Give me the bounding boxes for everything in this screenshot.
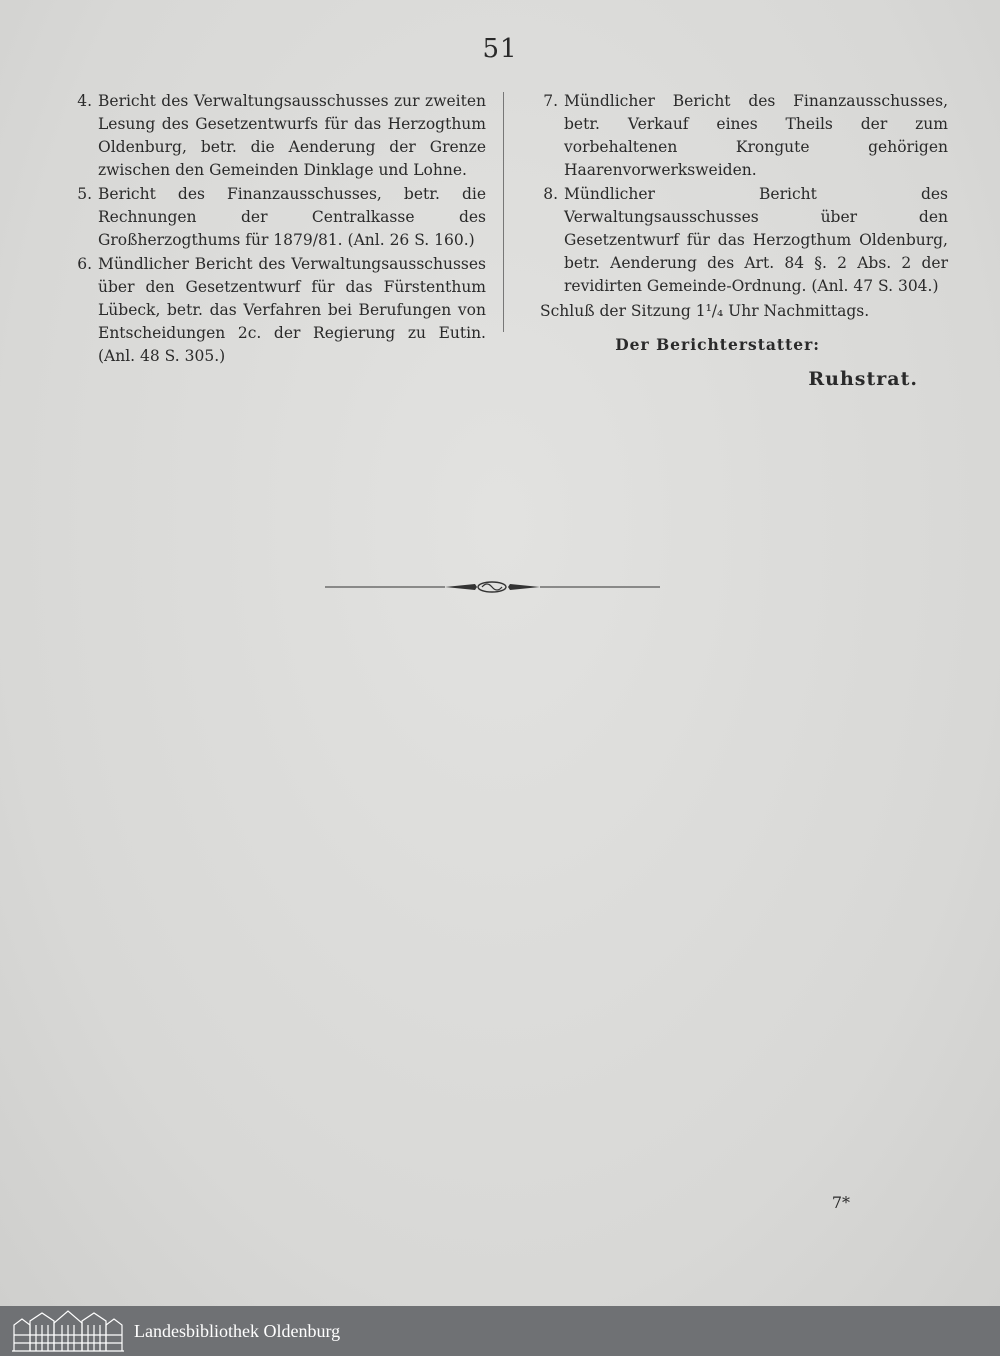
agenda-item-number: 4. — [77, 92, 92, 110]
right-column — [528, 90, 948, 391]
agenda-item-number: 8. — [543, 185, 558, 203]
agenda-item-5 — [62, 183, 486, 252]
reporter-label: Der Berichterstatter: — [615, 335, 820, 354]
agenda-item-6 — [62, 253, 486, 368]
library-footer-bar — [0, 1306, 1000, 1356]
session-closing-note: Schluß der Sitzung 1¹/₄ Uhr Nachmittags. — [540, 302, 870, 320]
agenda-item-text: Bericht des Finanzausschusses, betr. die Rechnungen der Centralkasse des Großherzogthums für 1879/81. (Anl. 26 S. 160.) — [98, 185, 486, 249]
printer-signature-mark: 7* — [831, 1193, 850, 1212]
agenda-item-text: Mündlicher Bericht des Verwaltungsausschusses über den Gesetzentwurf für das Herzogthum Oldenburg, betr. Aenderung des Art. 84 §. 2 Abs. 2 der revidirten Gemeinde-Ordnung. (Anl. 47 S. 304.) — [564, 185, 948, 295]
column-divider — [503, 92, 504, 332]
agenda-item-4 — [62, 90, 486, 182]
agenda-item-number: 5. — [77, 185, 92, 203]
agenda-item-number: 7. — [543, 92, 558, 110]
agenda-item-text: Mündlicher Bericht des Finanzausschusses, betr. Verkauf eines Theils der zum vorbehaltenen Krongute gehörigen Haarenvorwerksweiden. — [564, 92, 948, 179]
agenda-item-number: 6. — [77, 255, 92, 273]
agenda-item-text: Mündlicher Bericht des Verwaltungsausschusses über den Gesetzentwurf für das Fürstenthum Lübeck, betr. das Verfahren bei Berufungen von Entscheidungen 2c. der Regierung zu Eutin. (Anl. 48 S. 305.) — [98, 255, 486, 365]
left-column — [62, 90, 486, 369]
ornament-divider — [325, 578, 660, 596]
library-name: Landesbibliothek Oldenburg — [134, 1321, 341, 1341]
agenda-item-7 — [528, 90, 948, 182]
agenda-item-text: Bericht des Verwaltungsausschusses zur zweiten Lesung des Gesetzentwurfs für das Herzogthum Oldenburg, betr. die Aenderung der Grenze zwischen den Gemeinden Dinklage und Lohne. — [98, 92, 486, 179]
library-building-icon — [12, 1309, 124, 1353]
reporter-name: Ruhstrat. — [808, 368, 918, 390]
agenda-item-8 — [528, 183, 948, 298]
page-number: 51 — [482, 34, 518, 64]
